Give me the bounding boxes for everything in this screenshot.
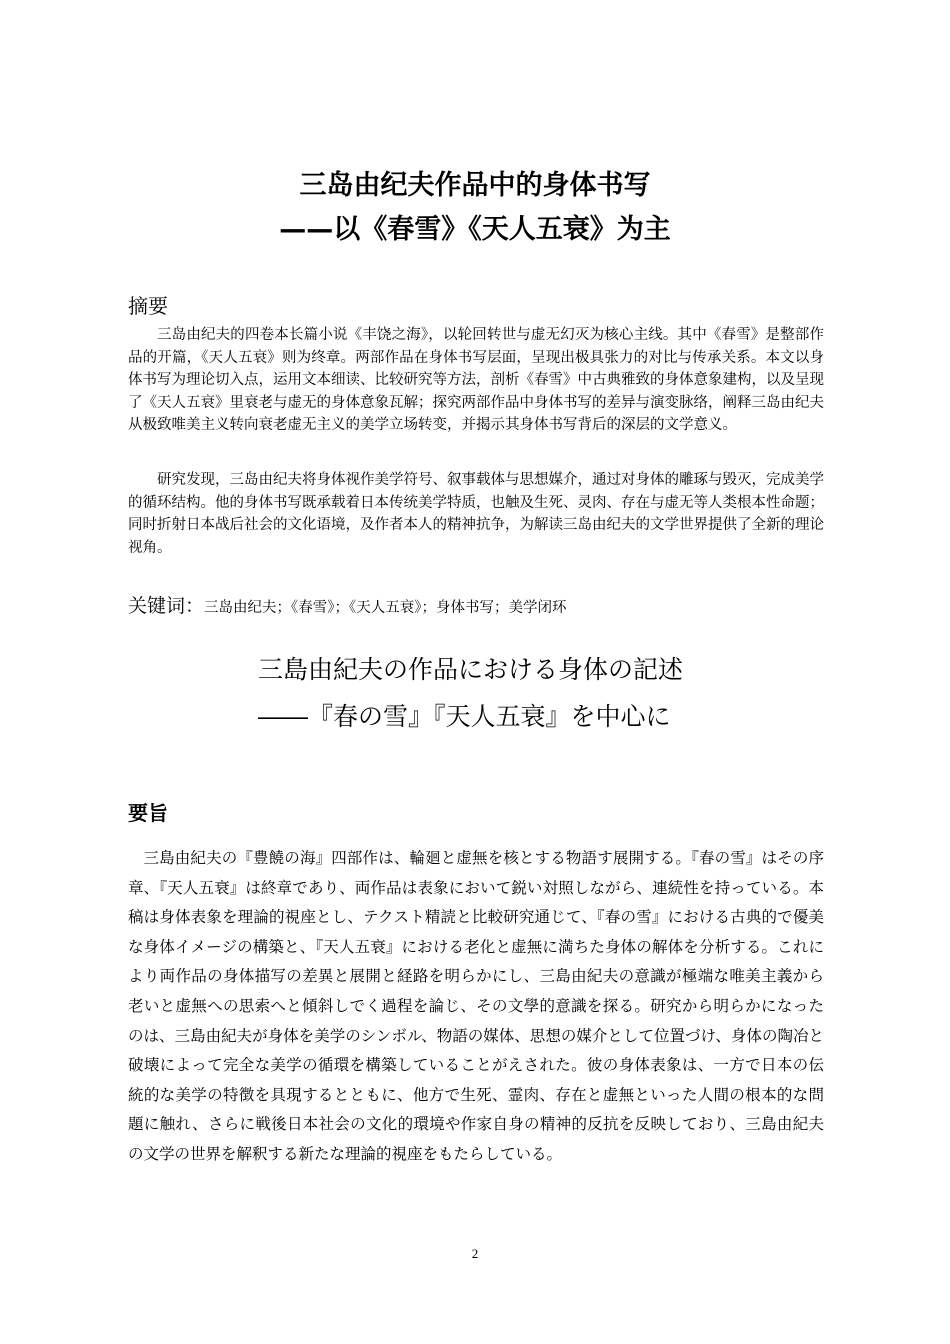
keywords-text: 三岛由纪夫；《春雪》；《天人五衰》；身体书写；美学闭环 [204,600,567,616]
abstract-paragraph-2: 研究发现，三岛由纪夫将身体视作美学符号、叙事载体与思想媒介，通过对身体的雕琢与毁灭，完成美学的循环结构。他的身体书写既承载着日本传统美学特质，也触及生死、灵肉、存在与虚无等人类根本性命题；同时折射日本战后社会的文化语境，及作者本人的精神抗争，为解读三岛由纪夫的文学世界提供了全新的理论视角。 [128,472,824,556]
chinese-title-line1: 三岛由纪夫作品中的身体书写 [299,170,651,201]
japanese-abstract-paragraph: 三島由紀夫の『豊饒の海』四部作は、輪廻と虚無を核とする物語す展開する。『春の雪』はその序章、『天人五衰』は終章であり、両作品は表象において鋭い対照しながら、連続性を持っている。本稿は身体表象を理論的視座とし、テクスト精読と比較研究通じて、『春の雪』における古典的で優美な身体イメージの構築と、『天人五衰』における老化と虚無に満ちた身体の解体を分析する。これにより両作品の身体描写の差異と展開と経路を明らかにし、三島由紀夫の意識が極端な唯美主義から老いと虚無への思索へと傾斜しでく過程を論じ、その文學的意識を探る。研究から明らかになったのは、三島由紀夫が身体を美学のシンボル、物語の媒体、思想の媒介として位置づけ、身体の陶冶と破壊によって完全な美学の循環を構築していることがえされた。彼の身体表象は、一方で日本の伝統的な美学の特徴を具現するとともに、他方で生死、霊肉、存在と虚無といった人間の根本的な問題に触れ、さらに戦後日本社会の文化的環境や作家自身の精神的反抗を反映しており、三島由紀夫の文学の世界を解釈する新たな理論的視座をもたらしている。 [128,849,824,1163]
japanese-title-line1: 三島由紀夫の作品における身体の記述 [258,655,684,684]
chinese-title-line2: ——以《春雪》《天人五衰》为主 [279,214,671,245]
page-number: 2 [471,1246,479,1261]
keywords-label: 关键词： [128,595,205,617]
japanese-abstract-heading: 要旨 [128,801,168,825]
japanese-title-line2: ――『春の雪』『天人五衰』を中心に [258,702,671,731]
abstract-heading: 摘要 [128,294,168,318]
keywords-line [128,591,567,618]
abstract-paragraph-1: 三岛由纪夫的四卷本长篇小说《丰饶之海》，以轮回转世与虚无幻灭为核心主线。其中《春雪》是整部作品的开篇，《天人五衰》则为终章。两部作品在身体书写层面，呈现出极具张力的对比与传承关系。本文以身体书写为理论切入点，运用文本细读、比较研究等方法，剖析《春雪》中古典雅致的身体意象建构，以及呈现了《天人五衰》里衰老与虚无的身体意象瓦解；探究两部作品中身体书写的差异与演变脉络，阐释三岛由纪夫从极致唯美主义转向衰老虚无主义的美学立场转变，并揭示其身体书写背后的深层的文学意义。 [128,327,824,434]
